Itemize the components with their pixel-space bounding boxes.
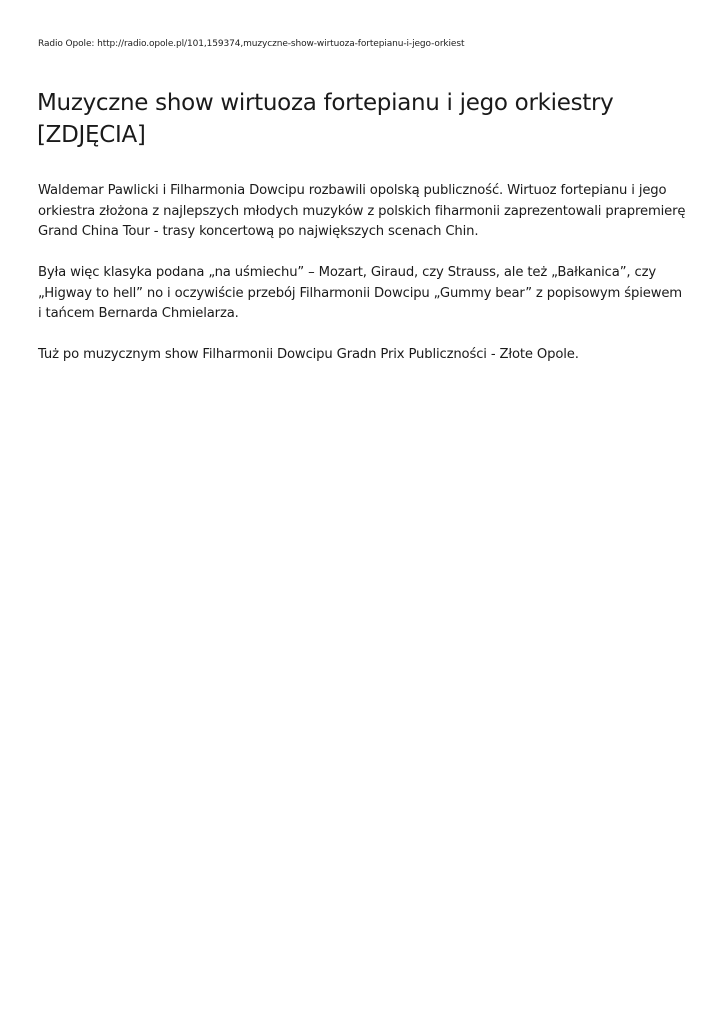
- article-paragraph: Tuż po muzycznym show Filharmonii Dowcipu Gradn Prix Publiczności - Złote Opole.: [38, 347, 579, 362]
- article-title: Muzyczne show wirtuoza fortepianu i jego orkiestry [ZDJĘCIA]: [37, 90, 614, 148]
- article-paragraph: Była więc klasyka podana „na uśmiechu” – Mozart, Giraud, czy Strauss, ale też „Bałkanica”, czy „Higway to hell” no i oczywiście przebój Filharmonii Dowcipu „Gummy bear” z popisowym śpiewem i tańcem Bernarda Chmielarza.: [38, 265, 682, 321]
- article-paragraph: Waldemar Pawlicki i Filharmonia Dowcipu rozbawili opolską publiczność. Wirtuoz fortepianu i jego orkiestra złożona z najlepszych młodych muzyków z polskich fiharmonii zaprezentowali prapremierę Grand China Tour - trasy koncertową po największych scenach Chin.: [38, 183, 686, 239]
- source-url-line: Radio Opole: http://radio.opole.pl/101,159374,muzyczne-show-wirtuoza-fortepianu-i-jego-orkiest: [38, 39, 465, 49]
- article-body: [38, 181, 688, 386]
